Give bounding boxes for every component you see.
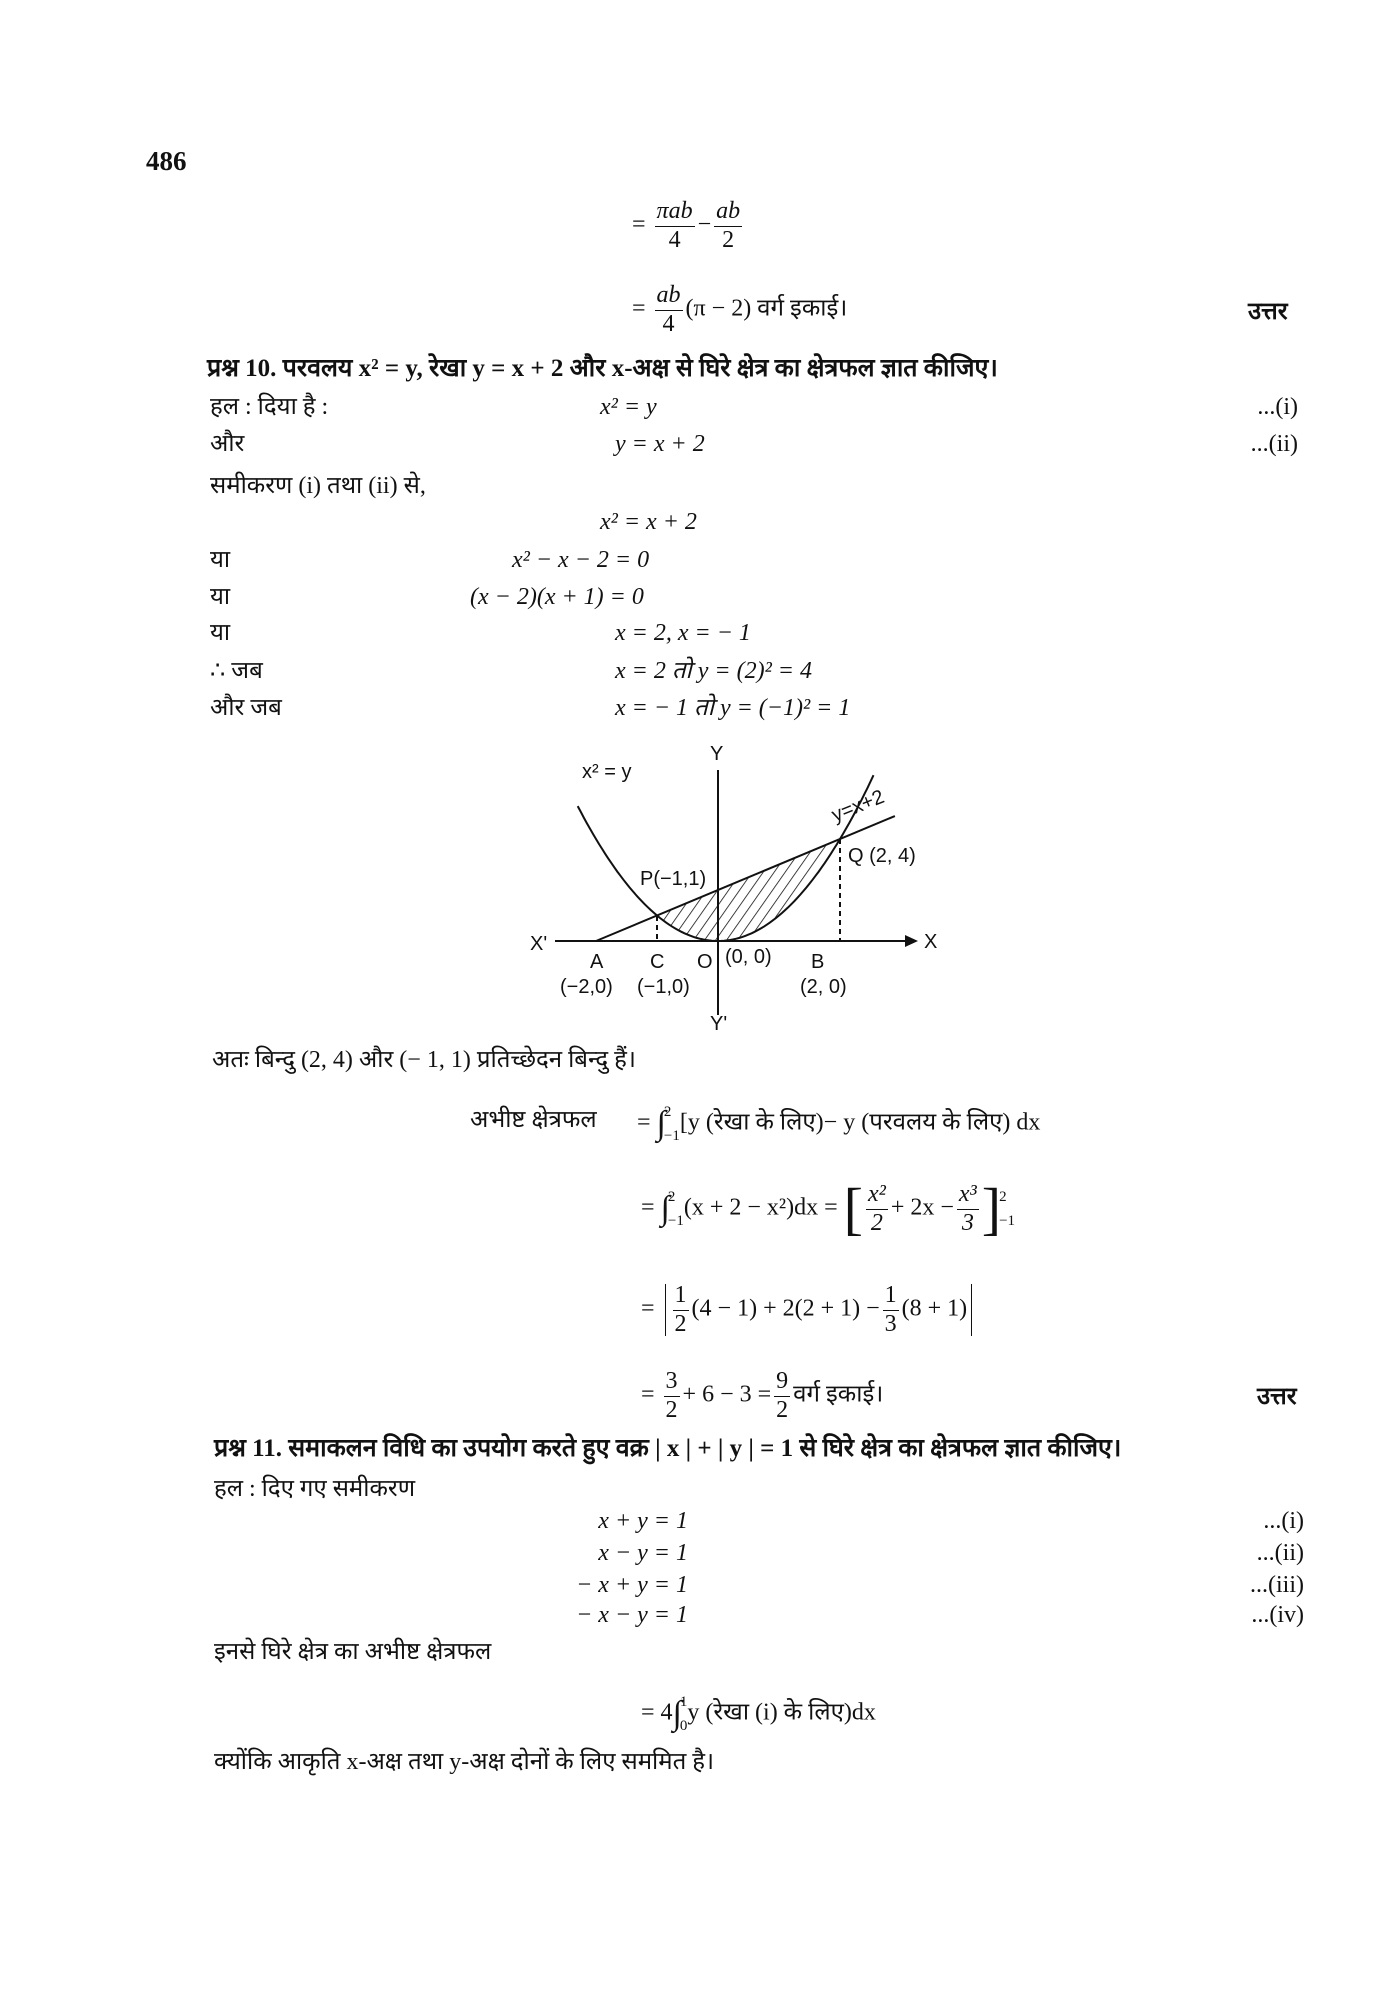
area-label: अभीष्ट क्षेत्रफल [470, 1107, 597, 1133]
denominator: 3 [884, 1310, 897, 1337]
row-label: या [210, 547, 231, 573]
row-equation: x² = y [600, 394, 657, 420]
row-label: और [210, 431, 245, 457]
x-axis-arrow-icon [905, 935, 918, 947]
lower-limit: −1 [667, 1213, 684, 1229]
parabola-label: x² = y [582, 761, 632, 783]
equation: − x − y = 1 [576, 1602, 688, 1628]
left-bracket: [ [843, 1176, 863, 1241]
numerator: x³ [957, 1181, 979, 1210]
row-label: हल : दिया है : [210, 394, 329, 420]
numerator: ab [714, 198, 742, 227]
symmetry-reason: क्योंकि आकृति x-अक्ष तथा y-अक्ष दोनों के लिए सममित है। [214, 1749, 715, 1775]
row-equation: x = 2, x = − 1 [615, 620, 751, 646]
x-axis-label: X [924, 931, 938, 953]
line-label: y=x+2 [828, 785, 888, 827]
row-label: ∴ जब [210, 658, 263, 684]
numerator: 9 [774, 1368, 790, 1397]
point-c-coord: (−1,0) [637, 976, 690, 998]
end-term: (8 + 1) [901, 1295, 968, 1322]
row-equation: (x − 2)(x + 1) = 0 [470, 584, 644, 610]
q11-integral [641, 1690, 876, 1738]
upper-limit: 2 [663, 1104, 672, 1120]
equation: − x + y = 1 [576, 1572, 688, 1598]
row-label: और जब [210, 695, 282, 721]
abs-bar [665, 1284, 666, 1336]
equals: = [637, 1109, 651, 1136]
row-label: समीकरण (i) तथा (ii) से, [210, 473, 426, 499]
equation-ref: ...(ii) [1256, 1540, 1304, 1566]
middle-term: + 6 − 3 = [682, 1381, 772, 1408]
point-q-label: Q (2, 4) [848, 845, 916, 867]
equals: = [641, 1381, 655, 1408]
point-o-label: O [697, 951, 713, 973]
equation-ref: ...(i) [1263, 1508, 1304, 1534]
point-p-label: P(−1,1) [640, 868, 707, 890]
upper-limit: 1 [679, 1694, 688, 1710]
page-number: 486 [146, 146, 187, 176]
answer-label: उत्तर [1248, 299, 1288, 325]
equals: = [641, 1295, 655, 1322]
row-label: या [210, 620, 231, 646]
lower-limit: −1 [663, 1128, 680, 1144]
middle-term: + 2x − [890, 1194, 954, 1221]
denominator: 2 [665, 1396, 678, 1423]
unit: वर्ग इकाई। [793, 1381, 884, 1408]
step-3 [641, 1282, 976, 1338]
row-equation: x² − x − 2 = 0 [512, 547, 650, 573]
step-4 [641, 1368, 883, 1424]
denominator: 2 [776, 1396, 789, 1423]
solution-intro: हल : दिए गए समीकरण [214, 1476, 416, 1502]
answer-label: उत्तर [1257, 1384, 1297, 1410]
denominator: 3 [961, 1209, 974, 1236]
row-label: या [210, 584, 231, 610]
equation: x − y = 1 [598, 1540, 688, 1566]
point-a-coord: (−2,0) [560, 976, 613, 998]
equation-ref: ...(iii) [1250, 1572, 1304, 1598]
lower-limit: −1 [999, 1213, 1016, 1229]
integrand: y (रेखा (i) के लिए)dx [687, 1699, 876, 1726]
intersection-statement: अतः बिन्दु (2, 4) और (− 1, 1) प्रतिच्छेदन बिन्दु हैं। [212, 1047, 637, 1073]
equals: = [641, 1194, 655, 1221]
denominator: 2 [674, 1310, 687, 1337]
shaded-region [657, 839, 840, 941]
minus: − [697, 211, 712, 238]
row-equation: x² = x + 2 [600, 509, 697, 535]
upper-limit: 2 [667, 1189, 676, 1205]
numerator: x² [866, 1181, 888, 1210]
row-equation: x = − 1 तो y = (−1)² = 1 [615, 695, 851, 721]
equals: = [632, 295, 646, 322]
x-axis-neg-label: X' [530, 933, 548, 955]
y-axis-label: Y [710, 743, 724, 765]
prev-line-2 [632, 282, 847, 338]
numerator: πab [655, 198, 695, 227]
integrand: [y (रेखा के लिए)− y (परवलय के लिए) dx [679, 1109, 1041, 1136]
coefficient: 4 [660, 1699, 673, 1726]
equals: = [632, 211, 646, 238]
numerator: ab [655, 282, 683, 311]
numerator: 1 [673, 1282, 689, 1311]
equation-ref: ...(ii) [1250, 431, 1298, 457]
integral-sign: ∫ [660, 1190, 670, 1227]
upper-limit: 2 [999, 1189, 1007, 1205]
point-b-coord: (2, 0) [800, 976, 847, 998]
y-axis-neg-label: Y' [710, 1013, 728, 1035]
denominator: 2 [870, 1209, 883, 1236]
point-a-label: A [590, 951, 604, 973]
right-bracket: ] [981, 1176, 1002, 1241]
lower-limit: 0 [679, 1718, 688, 1734]
integral-sign: ∫ [672, 1695, 682, 1732]
middle-term: (4 − 1) + 2(2 + 1) − [691, 1295, 880, 1322]
numerator: 3 [664, 1368, 680, 1397]
equals: = [641, 1699, 655, 1726]
denominator: 4 [668, 226, 681, 253]
equation-ref: ...(i) [1257, 394, 1298, 420]
step-2 [641, 1176, 1016, 1241]
area-text: इनसे घिरे क्षेत्र का अभीष्ट क्षेत्रफल [214, 1639, 492, 1665]
step-1 [637, 1100, 1040, 1148]
numerator: 1 [883, 1282, 899, 1311]
point-b-label: B [811, 951, 825, 973]
row-equation: x = 2 तो y = (2)² = 4 [615, 658, 812, 684]
point-o-coord: (0, 0) [725, 946, 772, 968]
integral-sign: ∫ [656, 1105, 666, 1142]
expression: (π − 2) वर्ग इकाई। [685, 295, 848, 322]
question-10: प्रश्न 10. परवलय x² = y, रेखा y = x + 2 और x-अक्ष से घिरे क्षेत्र का क्षेत्रफल ज्ञात कीजिए। [207, 355, 998, 382]
equation: x + y = 1 [598, 1508, 688, 1534]
integrand: (x + 2 − x²)dx = [683, 1194, 838, 1221]
prev-line-1 [632, 198, 745, 254]
denominator: 2 [722, 226, 735, 253]
denominator: 4 [662, 310, 675, 337]
point-c-label: C [650, 951, 665, 973]
abs-bar [971, 1284, 972, 1336]
equation-ref: ...(iv) [1251, 1602, 1304, 1628]
row-equation: y = x + 2 [615, 431, 705, 457]
question-11: प्रश्न 11. समाकलन विधि का उपयोग करते हुए वक्र | x | + | y | = 1 से घिरे क्षेत्र का क्षेत्रफल ज्ञात कीजिए। [214, 1435, 1122, 1462]
parabola-line-figure [520, 735, 940, 1035]
